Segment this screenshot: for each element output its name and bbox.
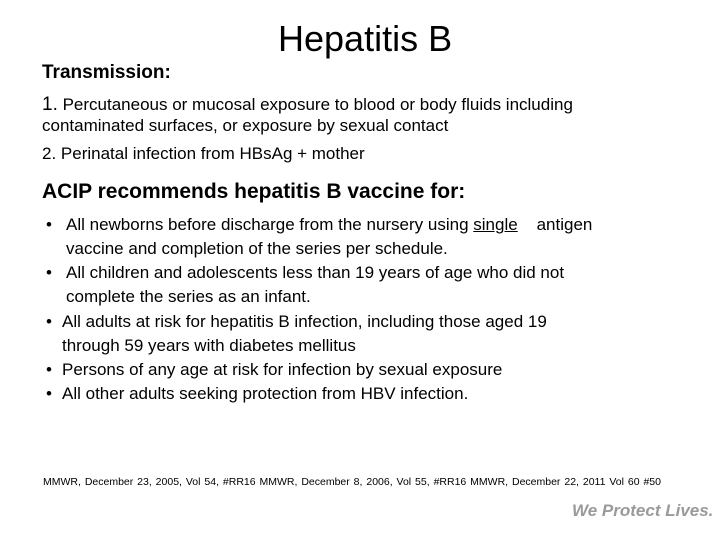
transmission-item-1-number: 1. bbox=[42, 94, 58, 115]
bullet-item-3-line-1: All adults at risk for hepatitis B infection, including those aged 19 bbox=[62, 312, 547, 331]
transmission-item-1-text: Percutaneous or mucosal exposure to blood or body fluids including bbox=[62, 95, 573, 114]
transmission-item-2: 2. Perinatal infection from HBsAg + mother bbox=[42, 144, 365, 163]
bullet-item-1-underlined: single bbox=[473, 215, 518, 234]
slide-title: Hepatitis B bbox=[278, 18, 453, 59]
bullet-item-2-line-1: All children and adolescents less than 19 years of age who did not bbox=[66, 263, 565, 282]
bullet-icon: • bbox=[46, 215, 52, 234]
bullet-icon: • bbox=[46, 384, 52, 403]
bullet-item-2-line-2: complete the series as an infant. bbox=[66, 287, 311, 306]
transmission-heading: Transmission: bbox=[42, 62, 171, 83]
bullet-icon: • bbox=[46, 360, 52, 379]
bullet-item-4-line-1: Persons of any age at risk for infection by sexual exposure bbox=[62, 360, 503, 379]
acip-heading: ACIP recommends hepatitis B vaccine for: bbox=[42, 180, 466, 203]
bullet-icon: • bbox=[46, 312, 52, 331]
bullet-item-5-line-1: All other adults seeking protection from HBV infection. bbox=[62, 384, 469, 403]
citation-footnote: MMWR, December 23, 2005, Vol 54, #RR16 MMWR, December 8, 2006, Vol 55, #RR16 MMWR, December 22, 2011 Vol 60 #50 bbox=[43, 476, 661, 488]
transmission-item-1-continuation: contaminated surfaces, or exposure by sexual contact bbox=[42, 116, 449, 135]
bullet-item-1-text-end: antigen bbox=[517, 215, 593, 234]
bullet-item-1-text: All newborns before discharge from the nursery using bbox=[66, 215, 474, 234]
tagline: We Protect Lives. bbox=[572, 501, 714, 520]
bullet-item-1-line-1 bbox=[66, 213, 592, 237]
bullet-icon: • bbox=[46, 263, 52, 282]
transmission-item-1 bbox=[42, 94, 573, 116]
bullet-item-3-line-2: through 59 years with diabetes mellitus bbox=[62, 336, 356, 355]
bullet-item-1-line-2: vaccine and completion of the series per schedule. bbox=[66, 239, 448, 258]
